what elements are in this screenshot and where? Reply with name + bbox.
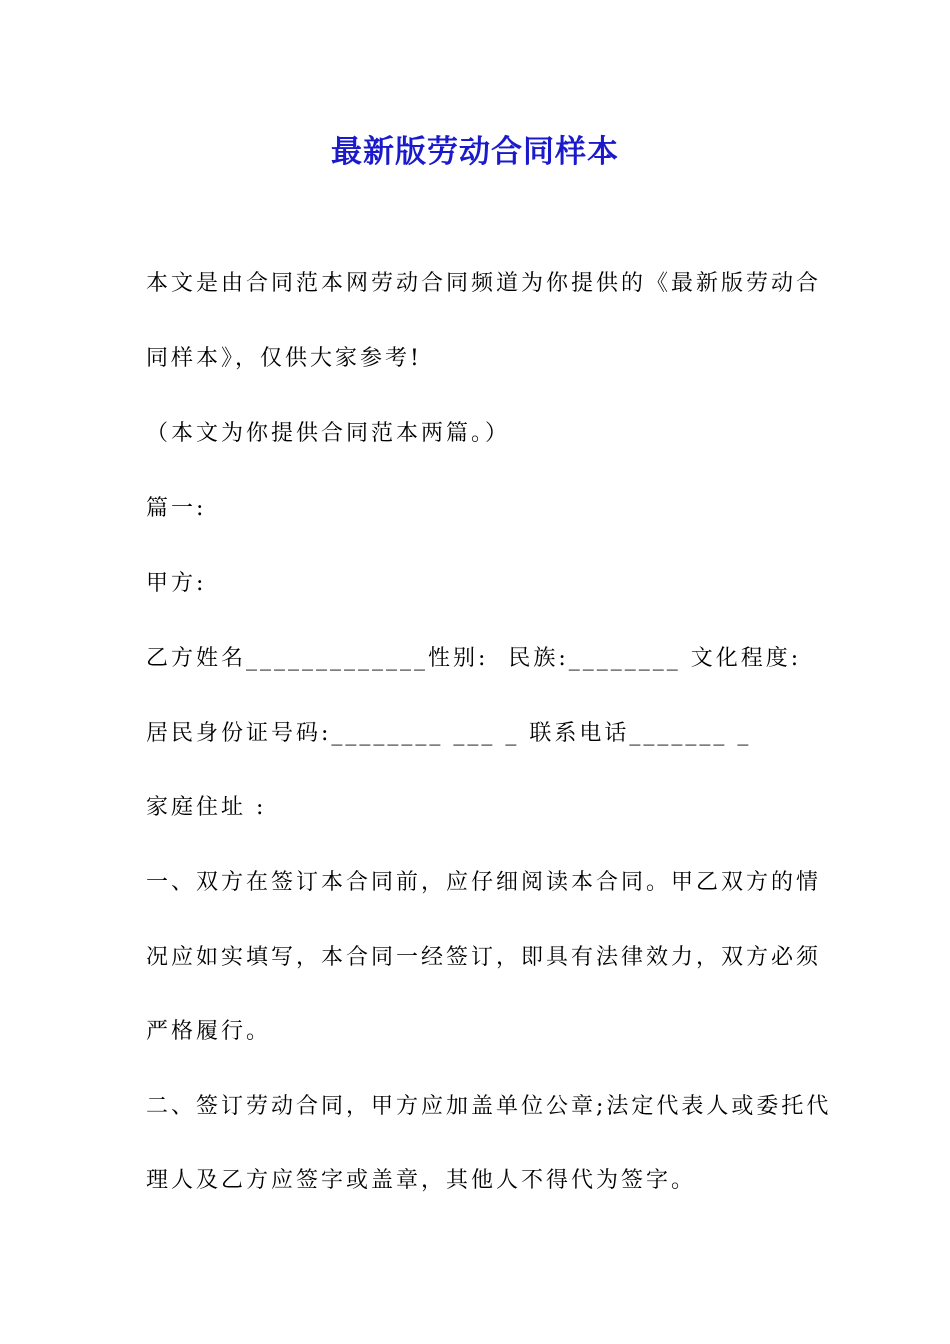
- intro-line-2: 同样本》，仅供大家参考!: [146, 346, 422, 371]
- party-b-info-field: 乙方姓名_____________性别: 民族:________ 文化程度:: [146, 646, 802, 671]
- intro-note: （本文为你提供合同范本两篇。）: [146, 421, 511, 446]
- clause-2-line-2: 理人及乙方应签字或盖章，其他人不得代为签字。: [146, 1168, 697, 1193]
- clause-1-line-1: 一、双方在签订本合同前，应仔细阅读本合同。甲乙双方的情: [146, 870, 822, 895]
- intro-line-1: 本文是由合同范本网劳动合同频道为你提供的《最新版劳动合: [146, 271, 822, 296]
- clause-1-line-2: 况应如实填写，本合同一经签订，即具有法律效力，双方必须: [146, 945, 822, 970]
- clause-1-line-3: 严格履行。: [146, 1019, 272, 1044]
- id-phone-field: 居民身份证号码:________ ___ _ 联系电话_______ _: [146, 721, 752, 746]
- clause-2-line-1: 二、签订劳动合同，甲方应加盖单位公章;法定代表人或委托代: [146, 1094, 832, 1119]
- section-heading: 篇一:: [146, 496, 207, 521]
- party-a-field: 甲方:: [146, 571, 207, 596]
- address-field: 家庭住址 :: [146, 795, 267, 820]
- document-title: 最新版劳动合同样本: [331, 134, 619, 170]
